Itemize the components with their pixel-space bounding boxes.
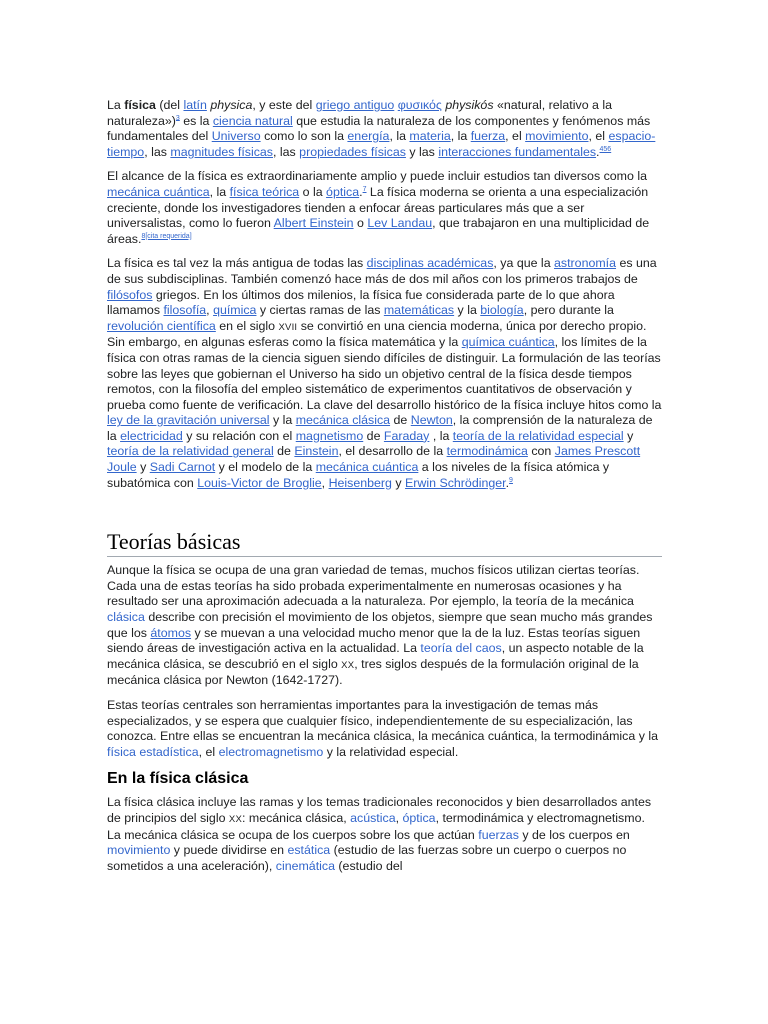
text: (estudio del	[334, 858, 403, 873]
link-einstein[interactable]: Einstein	[294, 444, 339, 459]
text: .	[505, 475, 510, 490]
text: , termodinámica y electromagnetismo. La mecánica clásica se ocupa de los cuerpos sobre los que actúan	[107, 810, 645, 842]
link-physikos-greek[interactable]: φυσικός	[397, 98, 442, 112]
italic-term: physikós	[445, 98, 494, 112]
link-magnitudes-fisicas[interactable]: magnitudes físicas	[170, 144, 273, 159]
text: y de los cuerpos en	[518, 827, 630, 842]
text: , el	[198, 744, 219, 759]
text: , y este del	[252, 98, 316, 112]
link-heisenberg[interactable]: Heisenberg	[328, 475, 392, 490]
text: , el	[505, 129, 526, 144]
link-optica-2[interactable]: óptica	[402, 810, 436, 825]
text: .	[359, 184, 363, 199]
paragraph-scope	[107, 169, 662, 247]
link-ley-gravitacion-universal[interactable]: ley de la gravitación universal	[107, 413, 270, 428]
link-newton[interactable]: Newton	[410, 413, 453, 428]
paragraph-classical	[107, 795, 662, 874]
link-james-prescott-joule[interactable]: James Prescott Joule	[107, 444, 641, 475]
link-mecanica-clasica[interactable]: mecánica clásica	[295, 413, 391, 428]
link-relatividad-general[interactable]: teoría de la relatividad general	[107, 444, 274, 459]
link-optica[interactable]: óptica	[326, 184, 360, 199]
link-materia[interactable]: materia	[409, 129, 451, 144]
text: o	[353, 216, 368, 231]
link-mecanica-cuantica-2[interactable]: mecánica cuántica	[315, 460, 419, 475]
link-revolucion-cientifica[interactable]: revolución científica	[107, 318, 216, 333]
text: (del	[155, 98, 184, 112]
text: y	[136, 460, 150, 475]
link-biologia[interactable]: biología	[480, 303, 524, 318]
text: , las	[144, 144, 171, 159]
text: o la	[299, 184, 327, 199]
paragraph-core-theories	[107, 698, 662, 760]
text: de	[390, 413, 411, 428]
text: , un aspecto notable de la mecánica clásica, se descubrió en el siglo	[107, 641, 644, 671]
link-movimiento-2[interactable]: movimiento	[107, 843, 171, 858]
paragraph-theories	[107, 563, 662, 689]
century-numeral: XVII	[278, 321, 298, 333]
text: (estudio de las fuerzas sobre un cuerpo o cuerpos no sometidos a una aceleración),	[107, 843, 627, 873]
text: La física moderna se orienta a una especialización creciente, donde los investigadores tienden a enfocar áreas particulares más que a ser universalistas, como lo fueron	[107, 184, 649, 231]
link-albert-einstein[interactable]: Albert Einstein	[273, 216, 354, 231]
text: y se muevan a una velocidad mucho menor que la de la luz. Estas teorías siguen siendo áreas de investigación activa en la actualidad. La	[107, 625, 641, 656]
link-quimica-cuantica[interactable]: química cuántica	[461, 335, 555, 350]
text: La	[107, 98, 125, 112]
link-ciencia-natural[interactable]: ciencia natural	[212, 113, 293, 128]
link-erwin-schrodinger[interactable]: Erwin Schrödinger	[405, 475, 506, 490]
text: : mecánica clásica,	[242, 810, 351, 825]
link-lev-landau[interactable]: Lev Landau	[367, 216, 433, 231]
text: y puede dividirse en	[170, 843, 288, 858]
link-faraday[interactable]: Faraday	[383, 428, 430, 443]
link-termodinamica[interactable]: termodinámica	[446, 444, 528, 459]
reference-link[interactable]: 3	[175, 114, 180, 122]
text: en el siglo	[215, 318, 279, 333]
link-estatica[interactable]: estática	[287, 843, 331, 858]
text: describe con precisión el movimiento de los objetos, siempre que sean mucho más grandes que los	[107, 610, 653, 640]
link-louis-victor-de-broglie[interactable]: Louis-Victor de Broglie	[197, 475, 322, 490]
text: como lo son la	[260, 129, 348, 144]
text: La física es tal vez la más antigua de todas las	[107, 256, 367, 271]
subsection-heading: En la física clásica	[107, 770, 249, 788]
text: , el	[588, 129, 609, 144]
reference	[141, 233, 191, 240]
link-mecanica-cuantica[interactable]: mecánica cuántica	[107, 184, 210, 199]
text: y ciertas ramas de las	[256, 303, 384, 318]
text: , la comprensión de la naturaleza de la	[107, 413, 653, 443]
text: , ya que la	[493, 256, 555, 271]
link-universo[interactable]: Universo	[211, 129, 261, 144]
link-clasica[interactable]: clásica	[107, 610, 145, 625]
reference	[509, 477, 513, 484]
link-filosofia[interactable]: filosofía	[163, 303, 207, 318]
link-relatividad-especial[interactable]: teoría de la relatividad especial	[452, 428, 624, 443]
link-atomos[interactable]: átomos	[150, 625, 192, 640]
text: .	[596, 144, 600, 159]
text: griegos. En los últimos dos milenios, la física fue considerada parte de lo que ahora llamamos	[107, 287, 615, 318]
section-heading: Teorías básicas	[107, 529, 662, 557]
link-fisica-teorica[interactable]: física teórica	[229, 184, 300, 199]
text: y la	[454, 303, 481, 318]
text: , la	[209, 184, 230, 199]
link-acustica[interactable]: acústica	[350, 810, 396, 825]
text: y el modelo de la	[215, 460, 316, 475]
text: «natural, relativo a la naturaleza»)	[107, 98, 612, 128]
link-propiedades-fisicas[interactable]: propiedades físicas	[299, 144, 406, 159]
text: de	[363, 428, 384, 443]
century-numeral: XX	[341, 659, 355, 671]
link-electricidad[interactable]: electricidad	[120, 428, 183, 443]
text: , las	[273, 144, 300, 159]
text: ,	[206, 303, 214, 318]
link-energia[interactable]: energía	[347, 129, 390, 144]
text: , la	[429, 428, 453, 443]
link-quimica[interactable]: química	[213, 303, 257, 318]
text: con	[527, 444, 555, 459]
text: La física clásica incluye las ramas y los temas tradicionales reconocidos y bien desarrollados antes de principios del siglo	[107, 795, 652, 825]
reference	[600, 146, 612, 153]
reference-link[interactable]: 456	[599, 145, 612, 153]
paragraph-history	[107, 256, 662, 491]
link-griego-antiguo[interactable]: griego antiguo	[315, 98, 395, 112]
text: y las	[405, 144, 439, 159]
text: se convirtió en una ciencia moderna, única por derecho propio. Sin embargo, en algunas esferas como la física matemática y la	[107, 318, 647, 350]
link-astronomia[interactable]: astronomía	[554, 256, 617, 271]
century-numeral: XX	[228, 813, 242, 825]
text: , el desarrollo de la	[338, 444, 447, 459]
text: a los niveles de la física atómica y subatómica con	[107, 460, 610, 490]
text: Estas teorías centrales son herramientas importantes para la investigación de temas más especializados, y se espera que cualquier físico, independientemente de su especialización, las conozca. Entre ellas se encuentran la mecánica clásica, la mecánica cuántica, la termodinámica y la	[107, 698, 658, 744]
link-cinematica[interactable]: cinemática	[275, 858, 335, 873]
link-matematicas[interactable]: matemáticas	[383, 303, 455, 318]
link-latin[interactable]: latín	[183, 98, 207, 112]
reference-link[interactable]: 8[cita requerida]	[141, 232, 192, 240]
link-espacio-tiempo[interactable]: espacio-tiempo	[107, 129, 656, 159]
text: y	[391, 475, 406, 490]
text: de	[273, 444, 295, 459]
article-body	[107, 98, 662, 883]
link-interacciones-fundamentales[interactable]: interacciones fundamentales	[438, 144, 597, 159]
link-fisica-estadistica[interactable]: física estadística	[107, 744, 199, 759]
text: es la	[179, 113, 213, 128]
link-filosofos[interactable]: filósofos	[107, 287, 153, 302]
text: que estudia la naturaleza de los componentes y fenómenos más fundamentales del	[107, 113, 651, 144]
link-magnetismo[interactable]: magnetismo	[295, 428, 364, 443]
link-electromagnetismo[interactable]: electromagnetismo	[218, 744, 324, 759]
text: , pero durante la	[523, 303, 614, 318]
reference-link[interactable]: 7	[362, 185, 367, 193]
text: y la relatividad especial.	[323, 744, 459, 759]
link-teoria-del-caos[interactable]: teoría del caos	[420, 641, 502, 656]
text: , que trabajaron en una multiplicidad de áreas.	[107, 216, 650, 246]
text: El alcance de la física es extraordinariamente amplio y puede incluir estudios tan diversos como la	[107, 169, 647, 184]
text: , la	[389, 129, 410, 144]
text: , tres siglos después de la formulación original de la mecánica clásica por Newton (1642-1727).	[107, 656, 639, 688]
reference-link[interactable]: 9	[509, 476, 513, 484]
text: es una de sus subdisciplinas. También comenzó hace más de dos mil años con los primeros trabajos de	[107, 256, 657, 286]
text: Aunque la física se ocupa de una gran variedad de temas, muchos físicos utilizan ciertas teorías. Cada una de estas teorías ha sido probada experimentalmente en numerosas ocasiones y ha resultado ser una aproximación adecuada a la naturaleza. Por ejemplo, la teoría de la mecánica	[107, 563, 640, 609]
link-fuerzas[interactable]: fuerzas	[478, 827, 519, 842]
bold-term: física	[124, 98, 156, 112]
link-movimiento[interactable]: movimiento	[525, 129, 589, 144]
text: , los límites de la física con otras ramas de la ciencia siguen siendo difíciles de distinguir. La formulación de las teorías sobre las leyes que gobiernan el Universo ha sido un objetivo central de la física desde tiempos remotos, con la filosofía del empleo sistemático de experimentos cuantitativos de observación y prueba como fuente de verificación. La clave del desarrollo histórico de la física incluye hitos como la	[107, 335, 662, 412]
text: y	[623, 428, 634, 443]
link-disciplinas-academicas[interactable]: disciplinas académicas	[366, 256, 494, 271]
link-sadi-carnot[interactable]: Sadi Carnot	[149, 460, 216, 475]
text: y la	[269, 413, 296, 428]
paragraph-intro	[107, 98, 662, 160]
text: ,	[395, 810, 403, 825]
link-fuerza[interactable]: fuerza	[470, 129, 506, 144]
text: ,	[321, 475, 329, 490]
text: , la	[450, 129, 471, 144]
text: y su relación con el	[182, 428, 296, 443]
italic-term: physica	[210, 98, 253, 112]
